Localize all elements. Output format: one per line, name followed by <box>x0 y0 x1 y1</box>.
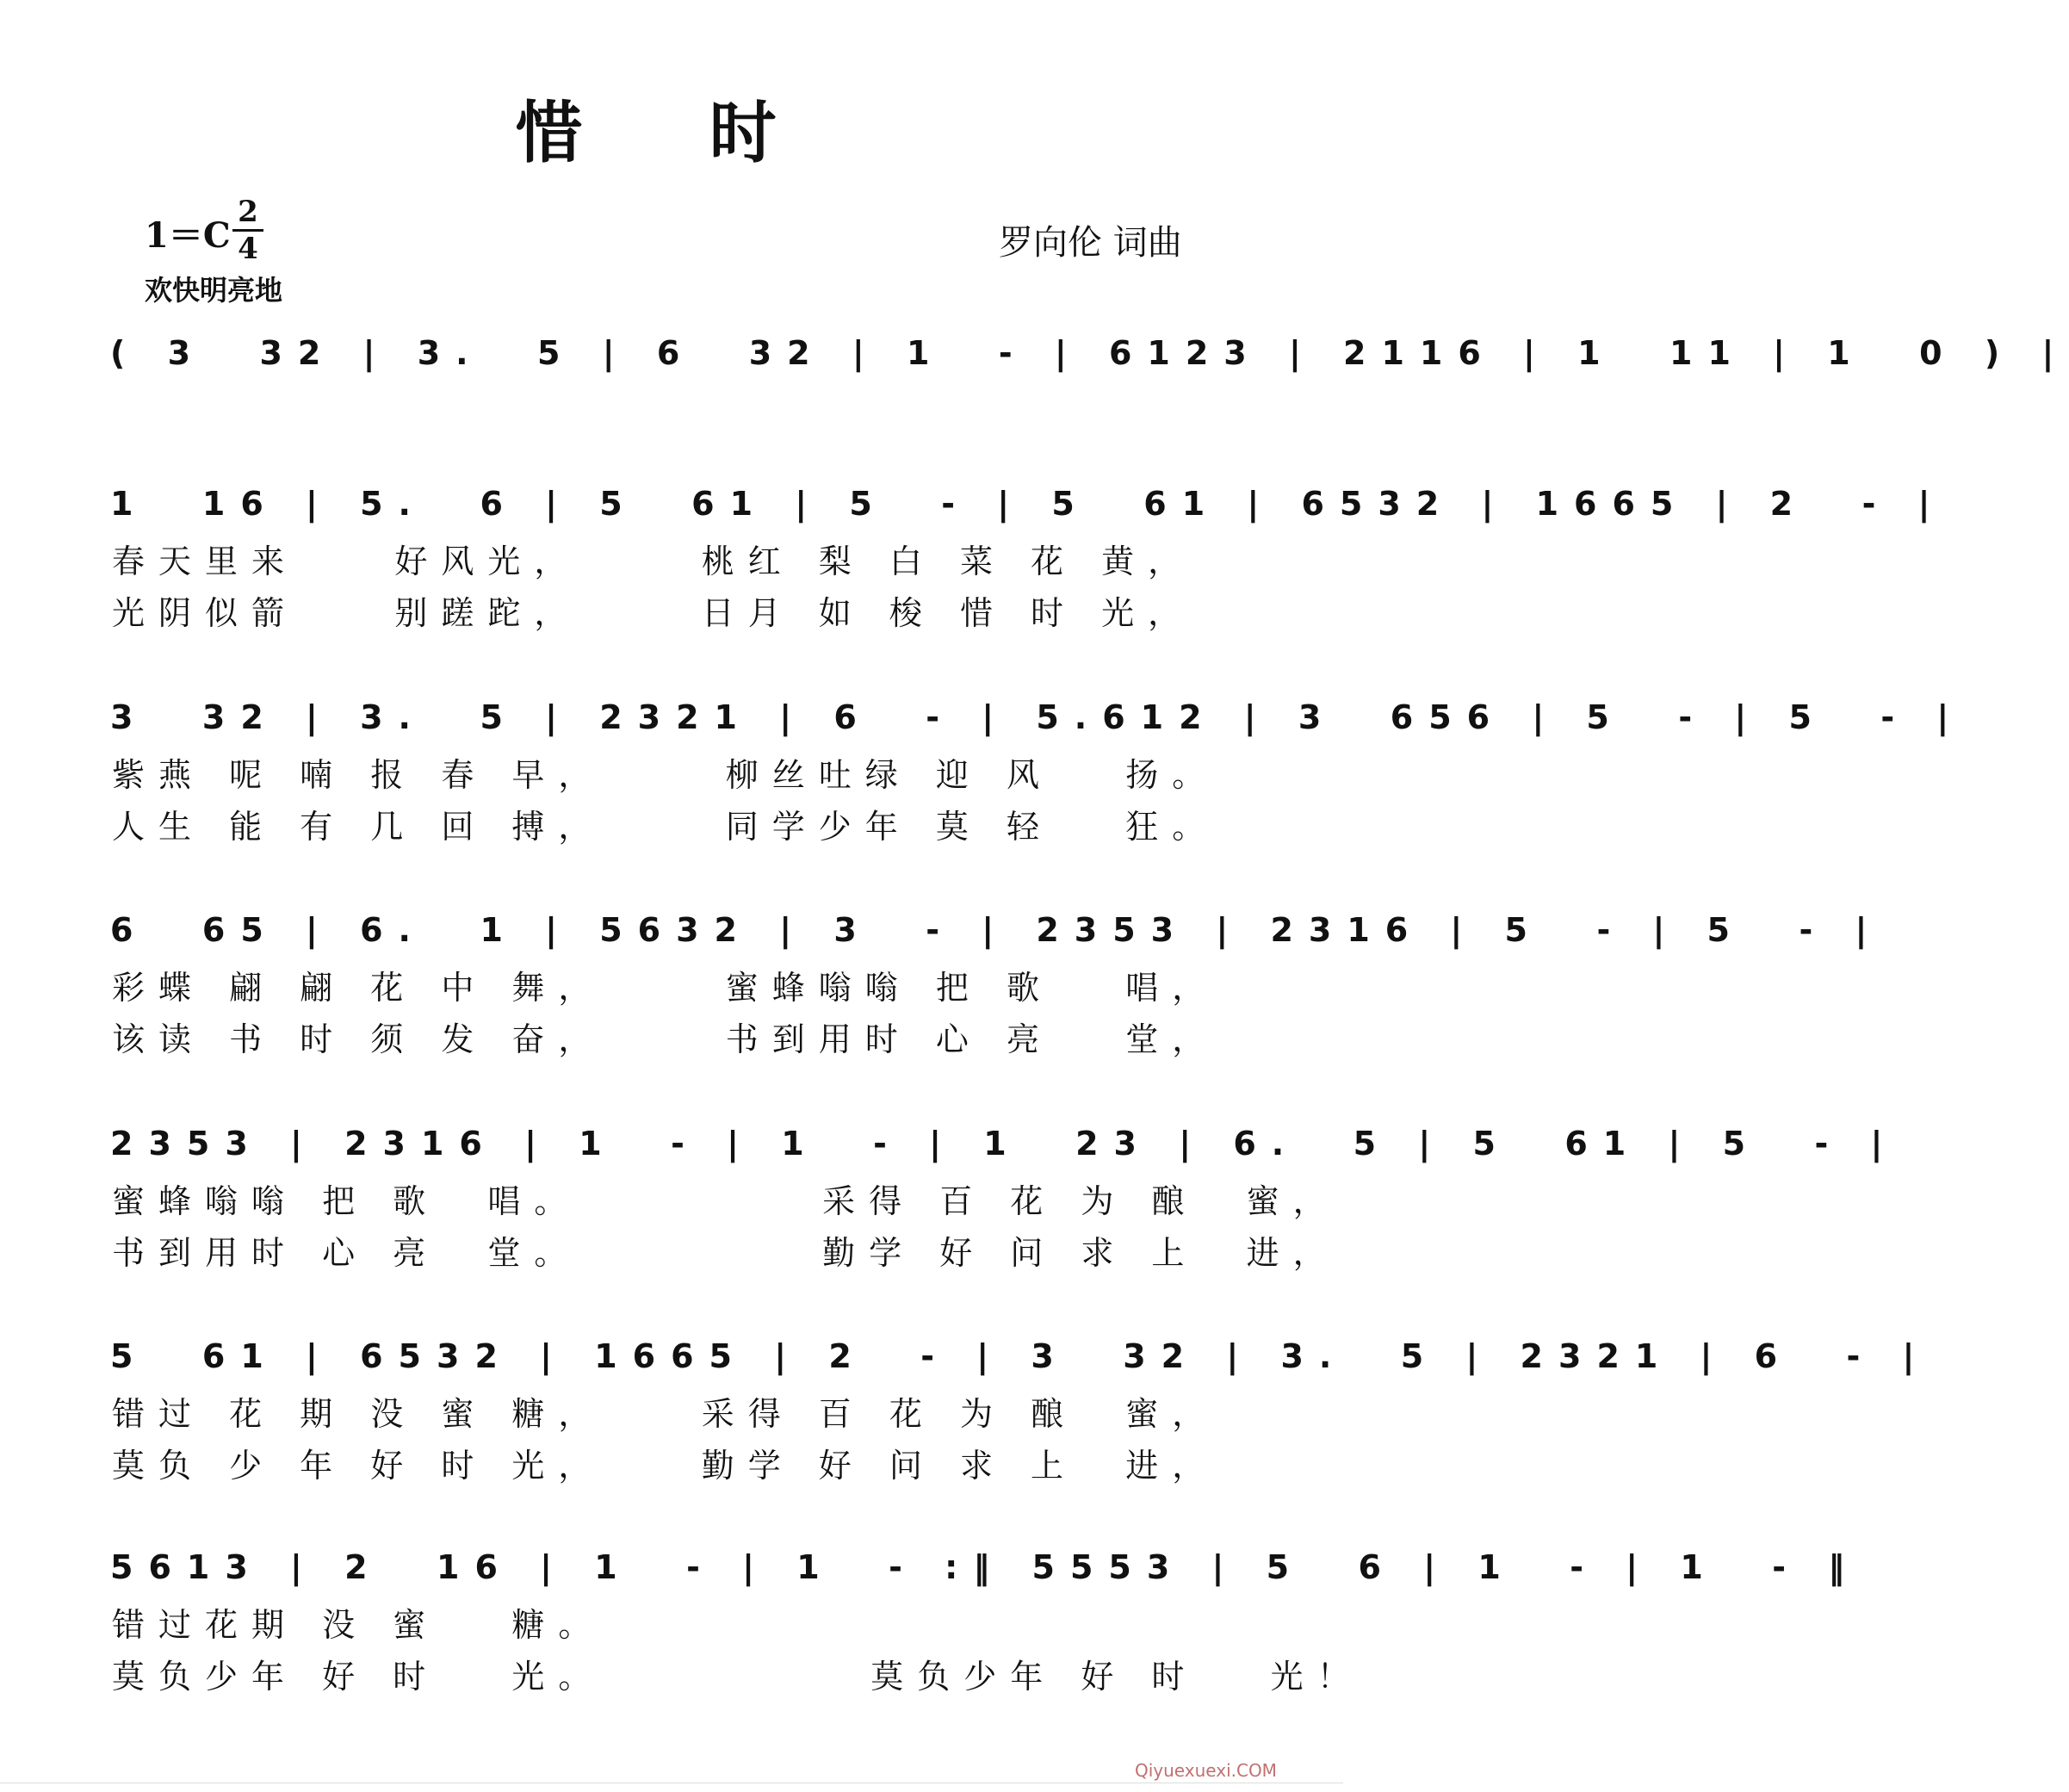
lyrics-line-5-verse-2: 莫负 少 年 好 时 光， 勤学 好 问 求 上 进， <box>112 1447 1219 1485</box>
lyrics-line-4-verse-2: 书到用时 心 亮 堂。 勤学 好 问 求 上 进， <box>112 1234 1340 1272</box>
lyrics-line-2-verse-1: 紫燕 呢 喃 报 春 早， 柳丝吐绿 迎 风 扬。 <box>112 756 1219 794</box>
song-title: 惜 时 <box>515 94 828 172</box>
tempo-marking: 欢快明亮地 <box>145 274 283 307</box>
watermark: Qiyuexuexi.COM <box>1135 1760 1277 1781</box>
author-credit: 罗向伦 词曲 <box>999 223 1182 263</box>
lyrics-line-5-verse-1: 错过 花 期 没 蜜 糖， 采得 百 花 为 酿 蜜， <box>112 1395 1219 1433</box>
lyrics-line-4-verse-1: 蜜蜂嗡嗡 把 歌 唱。 采得 百 花 为 酿 蜜， <box>112 1182 1340 1220</box>
notation-line-5: 5 61 | 6532 | 1665 | 2 - | 3 32 | 3. 5 | 2321 | 6 - | <box>110 1337 1930 1375</box>
lyrics-line-6-verse-2: 莫负少年 好 时 光。 莫负少年 好 时 光！ <box>112 1658 1364 1696</box>
lyrics-line-1-verse-2: 光阴似箭 别蹉跎， 日月 如 梭 惜 时 光， <box>112 594 1195 632</box>
notation-line-1: 1 16 | 5. 6 | 5 61 | 5 - | 5 61 | 6532 | 1665 | 2 - | <box>110 485 1946 523</box>
lyrics-line-6-verse-1: 错过花期 没 蜜 糖。 <box>112 1606 605 1644</box>
notation-line-3: 6 65 | 6. 1 | 5632 | 3 - | 2353 | 2316 | 5 - | 5 - | <box>110 911 1883 949</box>
notation-line-intro: ( 3 32 | 3. 5 | 6 32 | 1 - | 6123 | 2116 | 1 11 | 1 0 ) | <box>110 334 2069 372</box>
lyrics-line-3-verse-1: 彩蝶 翩 翩 花 中 舞， 蜜蜂嗡嗡 把 歌 唱， <box>112 969 1219 1007</box>
key-signature: 1＝C <box>145 215 231 256</box>
notation-line-4: 2353 | 2316 | 1 - | 1 - | 1 23 | 6. 5 | 5 61 | 5 - | <box>110 1125 1899 1163</box>
time-signature <box>232 196 263 264</box>
notation-line-6: 5613 | 2 16 | 1 - | 1 - :‖ 5553 | 5 6 | 1 - | 1 - ‖ <box>110 1548 1861 1586</box>
notation-line-2: 3 32 | 3. 5 | 2321 | 6 - | 5.612 | 3 656 | 5 - | 5 - | <box>110 698 1965 736</box>
lyrics-line-2-verse-2: 人生 能 有 几 回 搏， 同学少年 莫 轻 狂。 <box>112 808 1219 846</box>
lyrics-line-3-verse-2: 该读 书 时 须 发 奋， 书到用时 心 亮 堂， <box>112 1020 1219 1058</box>
lyrics-line-1-verse-1: 春天里来 好风光， 桃红 梨 白 菜 花 黄， <box>112 543 1195 580</box>
time-signature-bottom: 4 <box>238 232 258 266</box>
time-signature-top: 2 <box>238 195 258 229</box>
